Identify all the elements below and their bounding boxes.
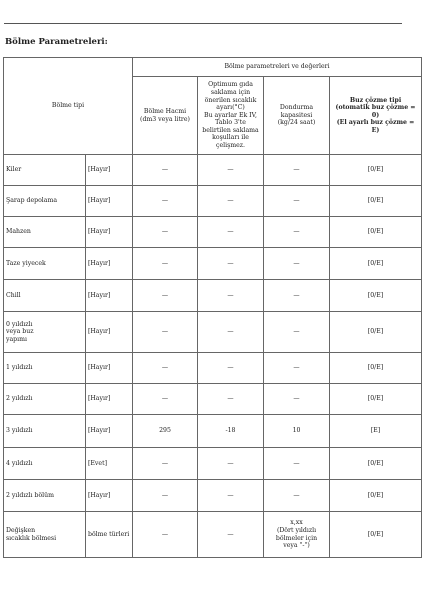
- compartment-type-cell: Şarap depolama: [4, 186, 86, 217]
- compartment-type-cell: Kiler: [4, 155, 86, 186]
- compartment-option-cell: [Hayır]: [86, 384, 133, 415]
- table-row: [4, 512, 422, 558]
- freezing-capacity-cell: —: [264, 480, 330, 512]
- compartment-option-cell: [Hayır]: [86, 280, 133, 312]
- compartment-option-cell: [Hayır]: [86, 415, 133, 448]
- compartment-option-cell: [Hayır]: [86, 353, 133, 384]
- defrost-type-cell: [0/E]: [330, 353, 422, 384]
- column-header-freezing: Dondurma kapasitesi (kg/24 saat): [264, 77, 330, 155]
- volume-cell: —: [133, 480, 198, 512]
- table-row: [4, 280, 422, 312]
- compartment-option-cell: [Hayır]: [86, 186, 133, 217]
- volume-cell: 295: [133, 415, 198, 448]
- freezing-capacity-cell: —: [264, 217, 330, 248]
- column-header-volume: Bölme Hacmi (dm3 veya litre): [133, 77, 198, 155]
- compartment-type-header: Bölme tipi: [4, 58, 133, 155]
- temperature-cell: —: [198, 186, 264, 217]
- volume-cell: —: [133, 155, 198, 186]
- table-row: [4, 312, 422, 353]
- freezing-capacity-cell: —: [264, 353, 330, 384]
- defrost-type-cell: [0/E]: [330, 512, 422, 558]
- compartment-type-cell: 3 yıldızlı: [4, 415, 86, 448]
- compartment-option-cell: bölme türleri: [86, 512, 133, 558]
- temperature-cell: —: [198, 448, 264, 480]
- defrost-type-cell: [0/E]: [330, 480, 422, 512]
- temperature-cell: —: [198, 384, 264, 415]
- volume-cell: —: [133, 353, 198, 384]
- table-row: [4, 353, 422, 384]
- table-row: [4, 186, 422, 217]
- defrost-type-cell: [0/E]: [330, 448, 422, 480]
- temperature-cell: —: [198, 480, 264, 512]
- defrost-type-cell: [0/E]: [330, 248, 422, 280]
- temperature-cell: —: [198, 353, 264, 384]
- compartment-type-cell: Değişken sıcaklık bölmesi: [4, 512, 86, 558]
- compartment-option-cell: [Evet]: [86, 448, 133, 480]
- top-rule: [4, 23, 402, 24]
- volume-cell: —: [133, 448, 198, 480]
- freezing-capacity-cell: —: [264, 248, 330, 280]
- compartment-type-cell: Mahzen: [4, 217, 86, 248]
- temperature-cell: —: [198, 248, 264, 280]
- volume-cell: —: [133, 186, 198, 217]
- column-header-defrost: Buz çözme tipi (otomatik buz çözme = 0) (El ayarlı buz çözme = E): [330, 77, 422, 155]
- freezing-capacity-cell: x,xx (Dört yıldızlı bölmeler için veya "-"): [264, 512, 330, 558]
- defrost-type-cell: [0/E]: [330, 186, 422, 217]
- volume-cell: —: [133, 512, 198, 558]
- volume-cell: —: [133, 280, 198, 312]
- temperature-cell: —: [198, 155, 264, 186]
- volume-cell: —: [133, 384, 198, 415]
- freezing-capacity-cell: —: [264, 155, 330, 186]
- freezing-capacity-cell: —: [264, 384, 330, 415]
- temperature-cell: —: [198, 512, 264, 558]
- volume-cell: —: [133, 312, 198, 353]
- volume-cell: —: [133, 217, 198, 248]
- defrost-type-cell: [0/E]: [330, 155, 422, 186]
- compartment-type-cell: 2 yıldızlı: [4, 384, 86, 415]
- volume-cell: —: [133, 248, 198, 280]
- compartment-type-cell: 4 yıldızlı: [4, 448, 86, 480]
- group-header-row: [4, 58, 422, 77]
- compartment-option-cell: [Hayır]: [86, 480, 133, 512]
- table-body: [4, 58, 422, 558]
- compartment-option-cell: [Hayır]: [86, 248, 133, 280]
- table-row: [4, 415, 422, 448]
- compartment-option-cell: [Hayır]: [86, 155, 133, 186]
- table-row: [4, 480, 422, 512]
- table-row: [4, 217, 422, 248]
- freezing-capacity-cell: —: [264, 448, 330, 480]
- column-header-temperature: Optimum gıda saklama için önerilen sıcaklık ayarı(°C) Bu ayarlar Ek IV, Tablo 3'te belirtilen saklama koşulları ile çelişmez.: [198, 77, 264, 155]
- freezing-capacity-cell: —: [264, 186, 330, 217]
- table-row: [4, 248, 422, 280]
- compartment-type-cell: 0 yıldızlı veya buz yapımı: [4, 312, 86, 353]
- freezing-capacity-cell: —: [264, 280, 330, 312]
- section-title: Bölme Parametreleri:: [5, 37, 108, 47]
- defrost-type-cell: [0/E]: [330, 280, 422, 312]
- group-header: Bölme parametreleri ve değerleri: [133, 58, 422, 77]
- compartment-option-cell: [Hayır]: [86, 312, 133, 353]
- compartment-type-cell: 1 yıldızlı: [4, 353, 86, 384]
- table-row: [4, 155, 422, 186]
- table-row: [4, 448, 422, 480]
- temperature-cell: —: [198, 280, 264, 312]
- defrost-type-cell: [E]: [330, 415, 422, 448]
- defrost-type-cell: [0/E]: [330, 312, 422, 353]
- defrost-type-cell: [0/E]: [330, 217, 422, 248]
- temperature-cell: -18: [198, 415, 264, 448]
- compartment-type-cell: 2 yıldızlı bölüm: [4, 480, 86, 512]
- freezing-capacity-cell: 10: [264, 415, 330, 448]
- defrost-type-cell: [0/E]: [330, 384, 422, 415]
- parameters-table: [3, 57, 422, 558]
- temperature-cell: —: [198, 217, 264, 248]
- temperature-cell: —: [198, 312, 264, 353]
- compartment-type-cell: Chill: [4, 280, 86, 312]
- table-row: [4, 384, 422, 415]
- compartment-type-cell: Taze yiyecek: [4, 248, 86, 280]
- compartment-option-cell: [Hayır]: [86, 217, 133, 248]
- freezing-capacity-cell: —: [264, 312, 330, 353]
